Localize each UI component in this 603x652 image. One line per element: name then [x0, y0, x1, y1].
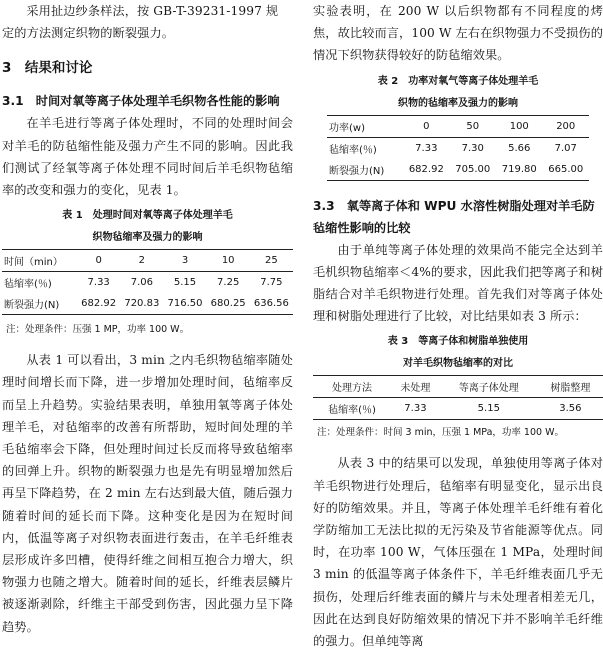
table-3-header-cell: 未处理	[391, 376, 440, 398]
table-2-header-cell: 0	[403, 115, 449, 137]
table-1-note: 注：处理条件：压强 1 MP，功率 100 W。	[6, 324, 190, 336]
table-1-grid	[2, 249, 293, 315]
table-3-header-cell: 等离子体处理	[440, 376, 538, 398]
table-2-cell: 705.00	[450, 159, 496, 181]
table-2-cell: 5.66	[496, 137, 542, 159]
table-2-cell: 毡缩率(％)	[327, 137, 403, 159]
table-3-cell: 7.33	[391, 398, 440, 420]
table-3-caption-line2: 对羊毛织物毡缩率的对比	[403, 358, 513, 370]
table-row	[327, 159, 589, 181]
paragraph-table1-analysis: 从表 1 可以看出，3 min 之内毛织物毡缩率随处理时间增长而下降，进一步增加处理时间，毡缩率反而呈上升趋势。实验结果表明，单独用氧等离子体处理羊毛，对毡缩率的改善有所帮助，短时间处理的羊毛毡缩率会下降，但处理时间过长反而将导致毡缩率的回弹上升。织物的断裂强力也是先有明显增加然后再呈下降趋势，在 2 min 左右达到最大值，随后强力随着时间的延长而下降。这种变化是因为在短时间内，低温等离子对织物表面进行轰击，在羊毛纤维表层形成许多凹槽，使得纤维之间相互抱合力增大，织物强力也随之增大。随着时间的延长，纤维表层鳞片被逐渐剥除，纤维主干部受到伤害，因此强力呈下降趋势。	[2, 353, 293, 634]
table-1-header-cell: 3	[163, 250, 206, 272]
left-column	[2, 0, 293, 638]
table-2-header-cell: 功率(w)	[327, 115, 403, 137]
table-3-cell: 毡缩率(％)	[313, 398, 391, 420]
table-1-cell: 636.56	[250, 293, 293, 315]
table-2-cell: 7.33	[403, 137, 449, 159]
table-2-cell: 665.00	[542, 159, 589, 181]
paragraph-table3-analysis: 从表 3 中的结果可以发现，单独使用等离子体对羊毛织物进行处理后，毡缩率有明显变化，显示出良好的防缩效果。并且，等离子体处理羊毛纤维有着化学防缩加工无法比拟的无污染及节省能源等优点。同时，在功率 100 W，气体压强在 1 MPa，处理时间 3 min 的低温等离子体条件下，羊毛纤维表面几乎无损伤，处理后纤维表面的鳞片与未处理者相差无几，因此在达到良好防缩效果的情况下并不影响羊毛纤维的强力。但单纯等离	[313, 456, 603, 649]
subsection-title-3-3: 3.3 氧等离子体和 WPU 水溶性树脂处理对羊毛防毡缩性影响的比较	[313, 198, 595, 235]
table-1-cell: 680.25	[207, 293, 250, 315]
table-1-header-cell: 0	[77, 250, 120, 272]
table-2-header-cell: 50	[450, 115, 496, 137]
table-1-header-cell: 10	[207, 250, 250, 272]
table-1-cell: 682.92	[77, 293, 120, 315]
paragraph-combined-treatment: 由于单纯等离子体处理的效果尚不能完全达到羊毛机织物毡缩率＜4%的要求，因此我们把等离子和树脂结合对羊毛织物进行处理。首先我们对等离子体处理和树脂处理进行了比较，对比结果如表 3 所示：	[313, 242, 603, 324]
table-2-grid	[327, 115, 589, 181]
table-3-cell: 3.56	[538, 398, 603, 420]
table-2-header-cell: 100	[496, 115, 542, 137]
table-1-cell: 7.25	[207, 272, 250, 294]
right-column	[313, 0, 603, 652]
paragraph-power-conclusion: 实验表明，在 200 W 以后织物都有不同程度的烤焦，故比较而言，100 W 左右在织物强力不受损伤的情况下织物获得较好的防毡缩效果。	[313, 4, 603, 63]
table-3	[313, 331, 603, 442]
table-row	[2, 293, 293, 315]
table-2-cell: 7.07	[542, 137, 589, 159]
table-1-header-cell: 2	[120, 250, 163, 272]
table-2-header-cell: 200	[542, 115, 589, 137]
table-3-caption-line1: 表 3 等离子体和树脂单独使用	[387, 336, 529, 348]
table-2-cell: 7.30	[450, 137, 496, 159]
table-row	[313, 398, 603, 420]
table-1-cell: 7.33	[77, 272, 120, 294]
table-1-caption-line2: 织物毡缩率及强力的影响	[92, 232, 203, 244]
table-1-header-cell: 25	[250, 250, 293, 272]
intro-line-1: 采用扯边纱条样法，按 GB-T-39231-1997 规	[26, 4, 279, 18]
subsection-title-3-1: 3.1 时间对氧等离子体处理羊毛织物各性能的影响	[2, 94, 280, 109]
table-3-grid	[313, 375, 603, 420]
table-1-header-cell: 时间（min）	[2, 250, 77, 272]
section-title: 3 结果和讨论	[2, 60, 93, 77]
table-3-note: 注：处理条件：时间 3 min，压强 1 MPa，功率 100 W。	[317, 427, 564, 439]
paragraph-time-effect: 在羊毛进行等离子体处理时，不同的处理时间会对羊毛的防毡缩性能及强力产生不同的影响。因此我们测试了经氧等离子体处理不同时间后羊毛织物毡缩率的改变和强力的变化，见表 1。	[2, 116, 293, 198]
table-1-cell: 5.15	[163, 272, 206, 294]
table-2-cell: 682.92	[403, 159, 449, 181]
table-2-cell: 断裂强力(N)	[327, 159, 403, 181]
table-2-caption-line1: 表 2 功率对氧气等离子体处理羊毛	[377, 75, 539, 87]
table-1-cell: 720.83	[120, 293, 163, 315]
table-1	[2, 205, 293, 339]
table-1-cell: 716.50	[163, 293, 206, 315]
table-1-cell: 7.75	[250, 272, 293, 294]
table-1-cell: 7.06	[120, 272, 163, 294]
table-row	[327, 137, 589, 159]
intro-line-2: 定的方法测定织物的断裂强力。	[2, 26, 175, 41]
table-3-header-cell: 树脂整理	[538, 376, 603, 398]
table-3-cell: 5.15	[440, 398, 538, 420]
table-1-cell: 毡缩率(％)	[2, 272, 77, 294]
table-1-caption-line1: 表 1 处理时间对氧等离子体处理羊毛	[62, 210, 233, 222]
table-2-caption-line2: 织物的毡缩率及强力的影响	[398, 97, 518, 109]
table-1-cell: 断裂强力(N)	[2, 293, 77, 315]
table-2-cell: 719.80	[496, 159, 542, 181]
table-row	[2, 272, 293, 294]
table-2	[313, 71, 603, 181]
table-3-header-cell: 处理方法	[313, 376, 391, 398]
